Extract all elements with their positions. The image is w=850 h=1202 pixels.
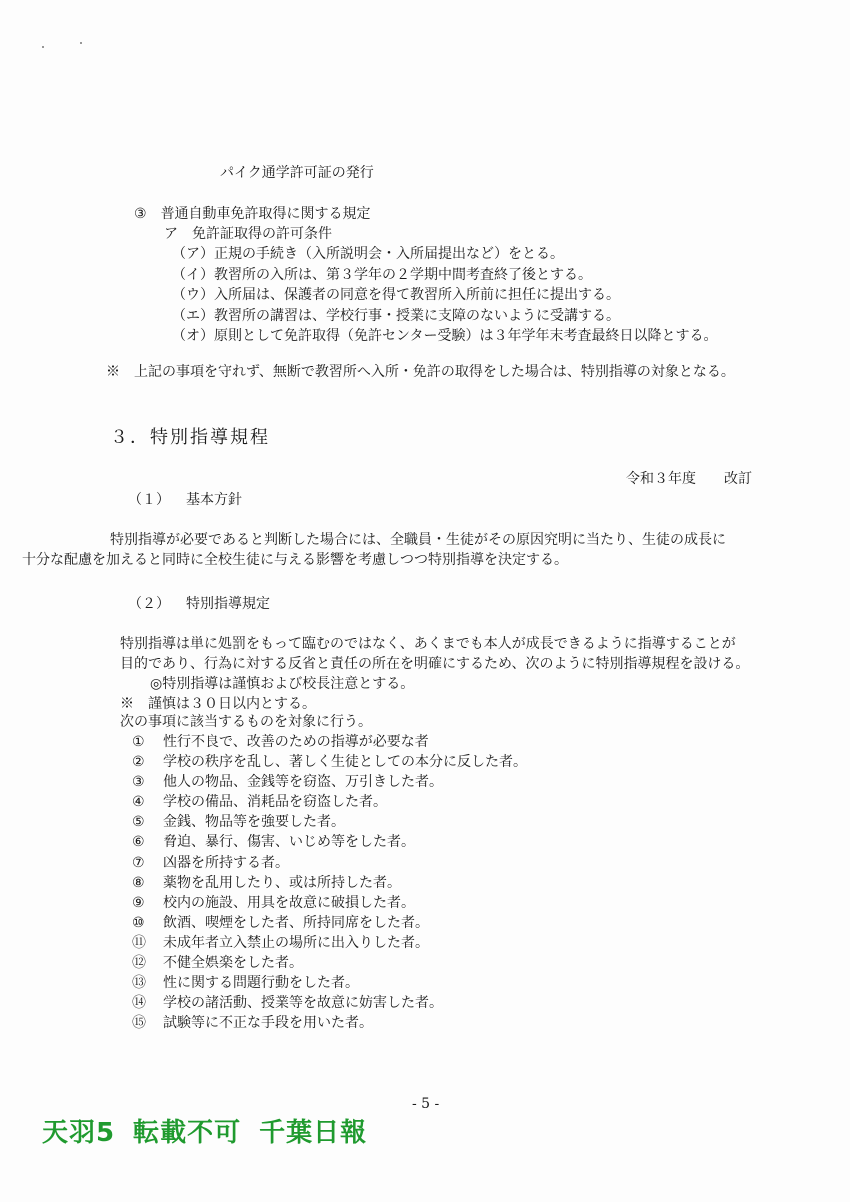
revision-note: 令和３年度 改訂: [626, 471, 752, 487]
rules-line4: ※ 謹慎は３０日以内とする。: [120, 696, 316, 712]
list-item: ④ 学校の備品、消耗品を窃盗した者。: [132, 794, 387, 811]
list-item: ⑦ 凶器を所持する者。: [132, 854, 289, 871]
banner-part3: 千葉日報: [259, 1118, 368, 1148]
banner-part1: 天羽5: [42, 1118, 116, 1148]
basic-policy-line1: 特別指導が必要であると判断した場合には、全職員・生徒がその原因究明に当たり、生徒の成長に: [110, 532, 726, 548]
basic-policy-heading: （１） 基本方針: [128, 492, 242, 508]
rule3-note: ※ 上記の事項を守れず、無断で教習所へ入所・免許の取得をした場合は、特別指導の対象となる。: [106, 364, 735, 380]
list-item: （エ）教習所の講習は、学校行事・授業に支障のないように受講する。: [172, 307, 620, 324]
list-item: ⑧ 薬物を乱用したり、或は所持した者。: [132, 874, 401, 891]
list-item: ⑭ 学校の諸活動、授業等を故意に妨害した者。: [132, 995, 443, 1012]
list-item: ⑨ 校内の施設、用具を故意に破損した者。: [132, 894, 415, 911]
scan-speck: [80, 42, 82, 44]
list-item: ⑥ 脅迫、暴行、傷害、いじめ等をした者。: [132, 834, 415, 851]
list-item: ① 性行不良で、改善のための指導が必要な者: [132, 734, 429, 750]
rule3-heading: [134, 204, 371, 224]
rules-line1: 特別指導は単に処罰をもって臨むのではなく、あくまでも本人が成長できるように指導することが: [120, 636, 736, 652]
list-item: ⑩ 飲酒、喫煙をした者、所持同席をした者。: [132, 914, 429, 931]
chapter-title: ３．特別指導規程: [110, 427, 270, 448]
rule3-mark: ③: [134, 206, 147, 222]
list-item: ⑬ 性に関する問題行動をした者。: [132, 975, 359, 992]
basic-policy-line2: 十分な配慮を加えると同時に全校生徒に与える影響を考慮しつつ特別指導を決定する。: [22, 552, 568, 568]
list-item: ⑪ 未成年者立入禁止の場所に出入りした者。: [132, 934, 429, 951]
scan-speck: [42, 46, 44, 48]
list-item: （オ）原則として免許取得（免許センター受験）は３年学年末考査最終日以降とする。: [172, 328, 718, 344]
license-conditions-list: [172, 244, 717, 347]
list-item: ③ 他人の物品、金銭等を窃盗、万引きした者。: [132, 774, 443, 791]
top-line: パイク通学許可証の発行: [220, 165, 374, 181]
banner-part2: 転載不可: [133, 1118, 242, 1148]
list-item: （ウ）入所届は、保護者の同意を得て教習所入所前に担任に提出する。: [172, 287, 620, 303]
list-item: （ア）正規の手続き（入所説明会・入所届提出など）をとる。: [172, 246, 564, 262]
list-item: （イ）教習所の入所は、第３学年の２学期中間考査終了後とする。: [172, 266, 592, 283]
special-guidance-items: [132, 732, 527, 1033]
list-item: ⑮ 試験等に不正な手段を用いた者。: [132, 1015, 373, 1032]
rules-heading: （２） 特別指導規定: [128, 596, 270, 612]
rules-line3: ◎特別指導は謹慎および校長注意とする。: [150, 676, 415, 692]
page-number: - 5 -: [412, 1096, 440, 1112]
list-item: ② 学校の秩序を乱し、著しく生徒としての本分に反した者。: [132, 754, 527, 771]
rules-line2: 目的であり、行為に対する反省と責任の所在を明確にするため、次のように特別指導規程を設ける。: [120, 656, 750, 672]
list-item: ⑤ 金銭、物品等を強要した者。: [132, 814, 345, 831]
watermark-banner: [42, 1117, 385, 1149]
list-item: ⑫ 不健全娯楽をした者。: [132, 955, 303, 972]
rules-line5: 次の事項に該当するものを対象に行う。: [120, 714, 372, 730]
rule3-title: 普通自動車免許取得に関する規定: [160, 206, 371, 222]
rule3-subheading: ア 免許証取得の許可条件: [164, 226, 332, 242]
